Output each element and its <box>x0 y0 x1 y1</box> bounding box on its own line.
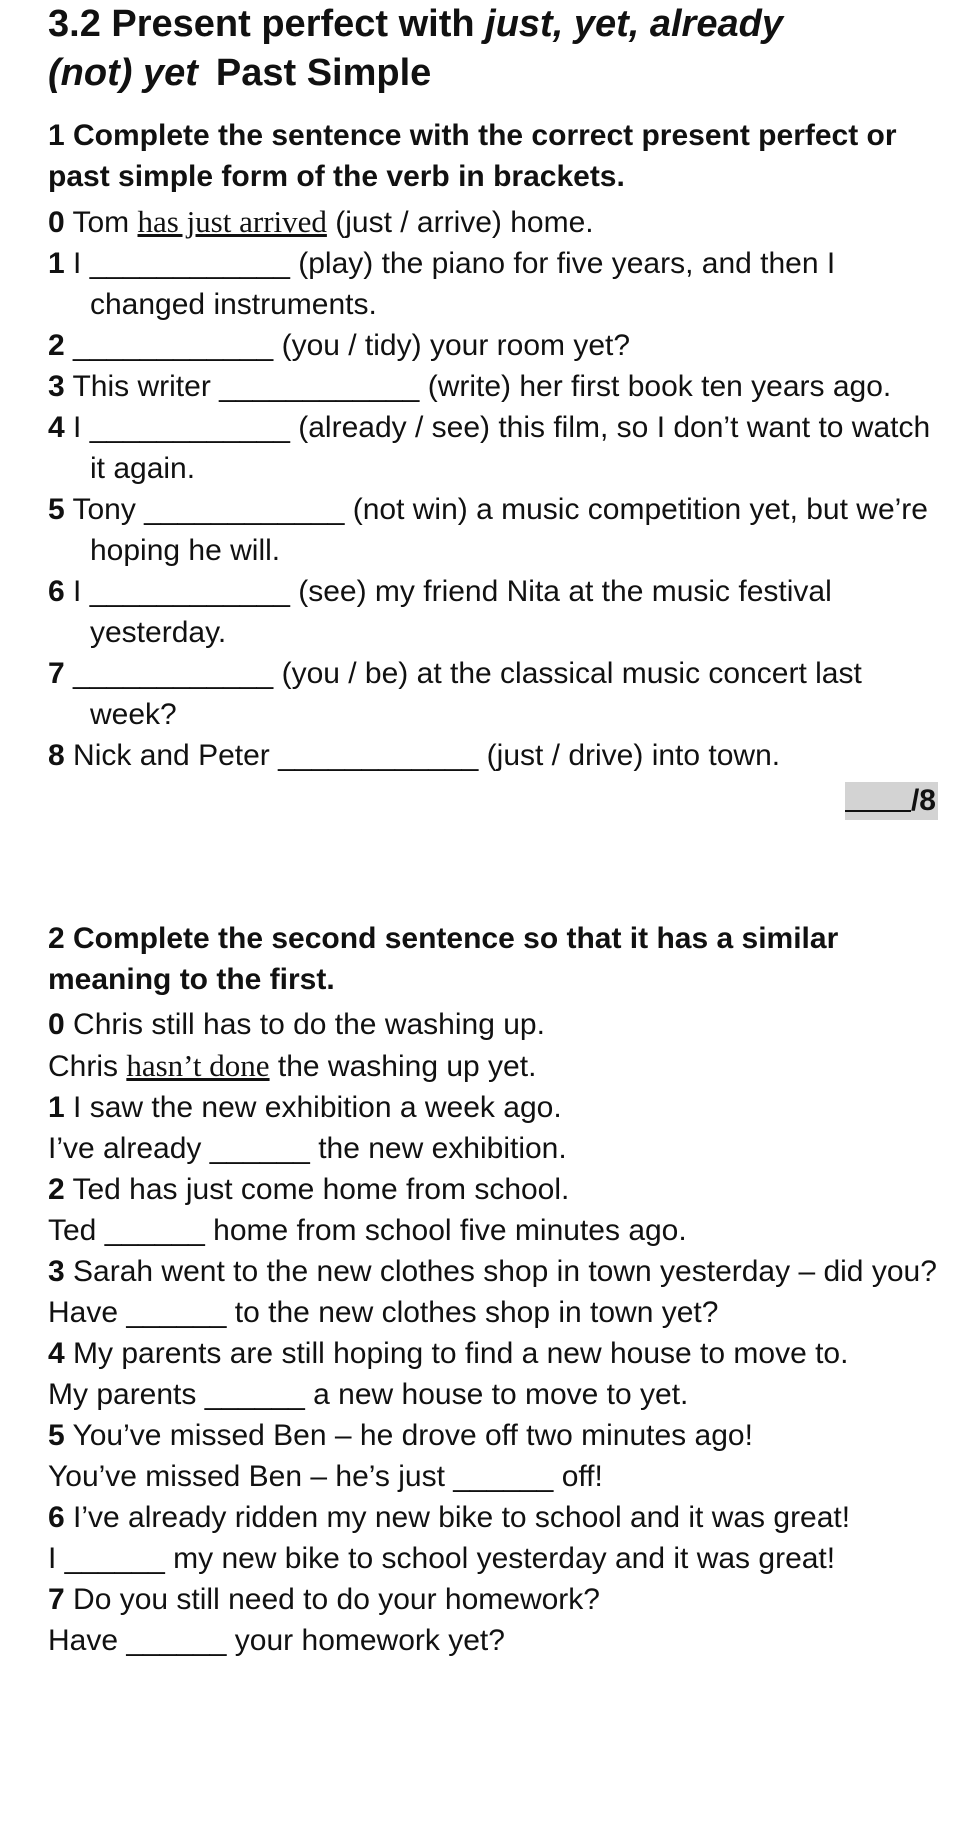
title-part-2: just, yet, already <box>485 3 783 45</box>
item-text[interactable]: I ____________ (already / see) this film, so I don’t want to watch it again. <box>64 411 931 485</box>
item-number: 3 <box>48 1255 65 1288</box>
exercise-2-item <box>48 1169 948 1251</box>
example-before: Tom <box>64 206 138 239</box>
second-after: the washing up yet. <box>269 1050 537 1083</box>
first-sentence-text: My parents are still hoping to find a new house to move to. <box>64 1337 849 1370</box>
exercise-1-instruction: 1 Complete the sentence with the correct present perfect or past simple form of the verb in brackets. <box>48 119 897 193</box>
first-sentence-text: Sarah went to the new clothes shop in town yesterday – did you? <box>64 1255 937 1288</box>
exercise-2-item <box>48 1579 948 1661</box>
score-row <box>48 776 948 826</box>
first-sentence-text: You’ve missed Ben – he drove off two minutes ago! <box>64 1419 753 1452</box>
title-part-4: Past Simple <box>215 52 432 94</box>
item-text[interactable]: This writer ____________ (write) her first book ten years ago. <box>64 370 892 403</box>
exercise-2-item <box>48 1087 948 1169</box>
exercise-1-item <box>48 243 948 325</box>
score-blank[interactable] <box>845 782 911 812</box>
item-number: 0 <box>48 206 65 239</box>
second-sentence[interactable]: Ted ______ home from school five minutes ago. <box>48 1214 687 1247</box>
example-answer: hasn’t done <box>126 1048 270 1083</box>
item-text[interactable]: Nick and Peter ____________ (just / drive) into town. <box>64 739 781 772</box>
second-sentence[interactable]: Have ______ your homework yet? <box>48 1624 505 1657</box>
exercise-1-item <box>48 407 948 489</box>
item-number: 3 <box>48 370 65 403</box>
exercise-1-item <box>48 366 948 407</box>
second-sentence[interactable]: Have ______ to the new clothes shop in town yet? <box>48 1296 719 1329</box>
score-total: /8 <box>910 784 936 817</box>
item-number: 5 <box>48 493 65 526</box>
first-sentence <box>48 1169 948 1210</box>
item-text[interactable]: Tony ____________ (not win) a music competition yet, but we’re hoping he will. <box>64 493 928 567</box>
first-sentence-text: I saw the new exhibition a week ago. <box>64 1091 562 1124</box>
item-number: 5 <box>48 1419 65 1452</box>
exercise-2-item <box>48 1333 948 1415</box>
first-sentence <box>48 1087 948 1128</box>
example-first-sentence <box>48 1004 948 1045</box>
item-number: 6 <box>48 1501 65 1534</box>
item-text[interactable]: ____________ (you / tidy) your room yet? <box>64 329 631 362</box>
exercise-2-item <box>48 1251 948 1333</box>
first-sentence <box>48 1251 948 1292</box>
exercise-2-instruction: 2 Complete the second sentence so that it has a similar meaning to the first. <box>48 922 839 996</box>
exercise-2-example <box>48 1004 948 1087</box>
second-before: Chris <box>48 1050 127 1083</box>
item-number: 1 <box>48 1091 65 1124</box>
item-number: 7 <box>48 657 65 690</box>
item-number: 8 <box>48 739 65 772</box>
example-answer: has just arrived <box>137 204 327 239</box>
item-number: 0 <box>48 1008 65 1041</box>
item-number: 6 <box>48 575 65 608</box>
exercise-1-item <box>48 325 948 366</box>
worksheet-page <box>48 0 948 1661</box>
exercise-1-item <box>48 653 948 735</box>
exercise-1-item <box>48 735 948 776</box>
first-sentence-text: Chris still has to do the washing up. <box>64 1008 545 1041</box>
exercise-1-item <box>48 571 948 653</box>
item-number: 4 <box>48 1337 65 1370</box>
first-sentence-text: Do you still need to do your homework? <box>64 1583 600 1616</box>
item-number: 4 <box>48 411 65 444</box>
item-number: 2 <box>48 1173 65 1206</box>
item-number: 1 <box>48 247 65 280</box>
first-sentence-text: I’ve already ridden my new bike to school and it was great! <box>64 1501 851 1534</box>
exercise-2-list <box>48 1004 948 1661</box>
second-sentence[interactable]: I’ve already ______ the new exhibition. <box>48 1132 567 1165</box>
title-part-1: 3.2 Present perfect with <box>48 3 486 45</box>
example-second-sentence <box>48 1045 948 1087</box>
second-sentence[interactable]: You’ve missed Ben – he’s just ______ off! <box>48 1460 603 1493</box>
first-sentence <box>48 1415 948 1456</box>
item-number: 7 <box>48 1583 65 1616</box>
second-sentence[interactable]: My parents ______ a new house to move to yet. <box>48 1378 689 1411</box>
score-box[interactable] <box>845 782 938 820</box>
item-text[interactable]: ____________ (you / be) at the classical music concert last week? <box>64 657 862 731</box>
first-sentence <box>48 1333 948 1374</box>
title-part-3: (not) yet <box>48 52 198 94</box>
item-number: 2 <box>48 329 65 362</box>
item-text[interactable]: I ____________ (see) my friend Nita at the music festival yesterday. <box>64 575 832 649</box>
exercise-1-example <box>48 201 948 243</box>
page-title <box>48 0 948 98</box>
item-text[interactable]: I ____________ (play) the piano for five years, and then I changed instruments. <box>64 247 836 321</box>
second-sentence[interactable]: I ______ my new bike to school yesterday and it was great! <box>48 1542 836 1575</box>
exercise-1-list <box>48 201 948 776</box>
exercise-1-item <box>48 489 948 571</box>
first-sentence <box>48 1579 948 1620</box>
example-after: (just / arrive) home. <box>326 206 594 239</box>
exercise-2-item <box>48 1497 948 1579</box>
first-sentence <box>48 1497 948 1538</box>
exercise-2-item <box>48 1415 948 1497</box>
first-sentence-text: Ted has just come home from school. <box>64 1173 570 1206</box>
